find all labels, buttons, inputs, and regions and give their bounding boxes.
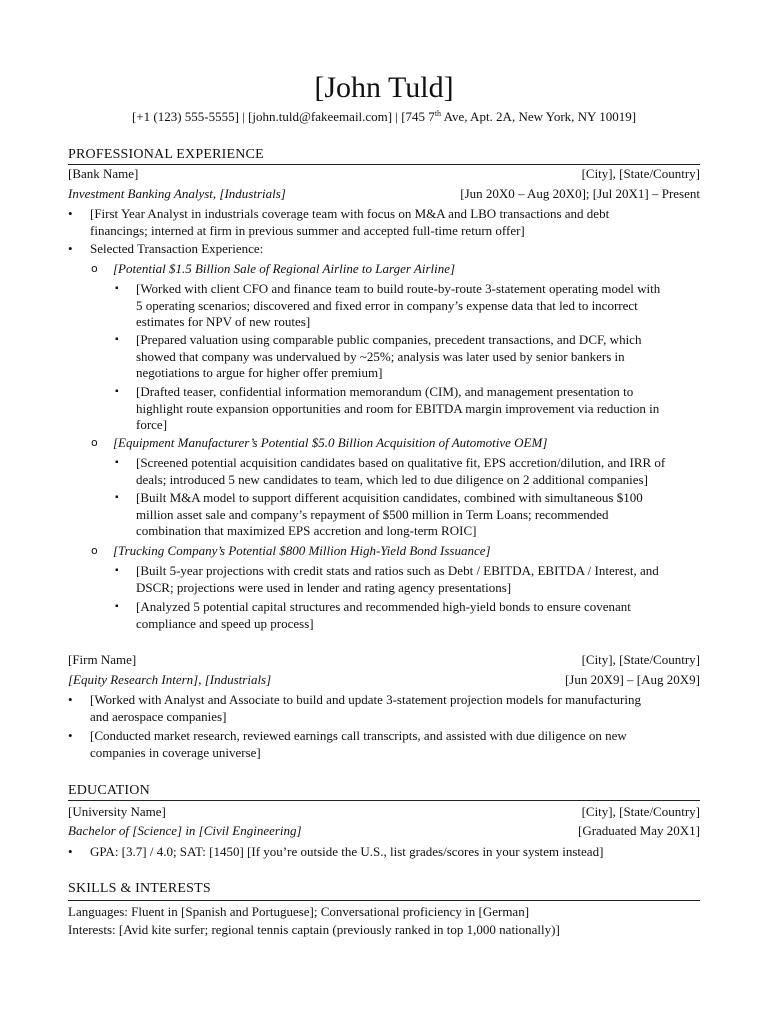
- job2-company: [Firm Name]: [68, 652, 137, 667]
- point-line: force]: [136, 417, 168, 432]
- point-line: compliance and speed up process]: [136, 615, 314, 631]
- job2-bullet-1: [90, 692, 690, 725]
- point-line: negotiations to argue for higher offer premium]: [136, 365, 383, 380]
- job2-header: [68, 652, 700, 669]
- bullet-line: and aerospace companies]: [90, 708, 227, 724]
- deal3-point-1: [136, 563, 700, 596]
- point-line: showed that company was undervalued by ~25%; analysis was later used by senior bankers in: [136, 348, 625, 364]
- job1-bullet-2: [90, 241, 690, 258]
- point-line: [Worked with client CFO and finance team to build route-by-route 3-statement operating model with: [136, 281, 661, 296]
- deal3-point-2: [136, 599, 700, 632]
- bullet-square-icon: ▪: [115, 334, 119, 345]
- deal-title-line: [Trucking Company’s Potential $800 Million High-Yield Bond Issuance]: [113, 543, 491, 558]
- bullet-line: [Worked with Analyst and Associate to build and update 3-statement projection models for manufacturing: [90, 692, 641, 707]
- education-heading: EDUCATION: [68, 783, 150, 798]
- bullet-line: financings; interned at firm in previous summer and accepted full-time return offer]: [90, 222, 525, 238]
- bullet-circle-icon: o: [91, 544, 98, 557]
- school-name: [University Name]: [68, 804, 166, 819]
- point-line: combination that maximized EPS accretion and long-term ROIC]: [136, 523, 477, 538]
- job1-dates: [Jun 20X0 – Aug 20X0]; [Jul 20X1] – Present: [460, 186, 700, 201]
- bullet-line: Selected Transaction Experience:: [90, 241, 264, 256]
- education-divider: [68, 800, 700, 801]
- deal-title-line: [Equipment Manufacturer’s Potential $5.0 Billion Acquisition of Automotive OEM]: [113, 435, 548, 450]
- bullet-dot-icon: •: [68, 692, 73, 707]
- deal1-title: [113, 261, 703, 278]
- education-bullet: [90, 844, 690, 861]
- candidate-name: [John Tuld]: [314, 71, 454, 104]
- job2-subheader: [68, 672, 700, 689]
- job2-bullet-2: [90, 728, 690, 761]
- point-line: [Built M&A model to support different acquisition candidates, combined with simultaneous $100: [136, 490, 643, 505]
- contact-superscript: th: [434, 109, 442, 118]
- job1-header: [68, 166, 700, 183]
- bullet-square-icon: ▪: [115, 457, 119, 468]
- school-location: [City], [State/Country]: [581, 804, 700, 819]
- languages-line: Languages: Fluent in [Spanish and Portuguese]; Conversational proficiency in [German]: [68, 904, 530, 919]
- point-line: deals; introduced 5 new candidates to team, which led to due diligence on 2 additional companies]: [136, 471, 648, 487]
- point-line: [Screened potential acquisition candidates based on qualitative fit, EPS accretion/dilution, and IRR of: [136, 455, 666, 470]
- bullet-dot-icon: •: [68, 206, 73, 221]
- contact-text-1: [+1 (123) 555-5555] | [john.tuld@fakeemail.com] | [745 7: [131, 109, 435, 124]
- bullet-dot-icon: •: [68, 728, 73, 743]
- degree: Bachelor of [Science] in [Civil Engineering]: [68, 823, 302, 838]
- deal1-point-2: [136, 332, 700, 382]
- job2-location: [City], [State/Country]: [581, 652, 700, 667]
- bullet-line: companies in coverage universe]: [90, 744, 261, 760]
- education-header: [68, 804, 700, 821]
- point-line: DSCR; projections were used in lender and rating agency presentations]: [136, 579, 512, 595]
- graduation-date: [Graduated May 20X1]: [577, 823, 700, 838]
- interests-line: Interests: [Avid kite surfer; regional tennis captain (previously ranked in top 1,000 nationally)]: [68, 922, 560, 937]
- experience-heading: PROFESSIONAL EXPERIENCE: [68, 147, 264, 162]
- job1-title: Investment Banking Analyst, [Industrials]: [68, 186, 286, 201]
- bullet-square-icon: ▪: [115, 601, 119, 612]
- deal2-point-1: [136, 455, 700, 488]
- bullet-dot-icon: •: [68, 844, 73, 859]
- contact-text-2: Ave, Apt. 2A, New York, NY 10019]: [441, 109, 637, 124]
- bullet-dot-icon: •: [68, 241, 73, 256]
- education-subheader: [68, 823, 700, 840]
- job1-company: [Bank Name]: [68, 166, 139, 181]
- point-line: [Drafted teaser, confidential information memorandum (CIM), and management presentation to: [136, 384, 634, 399]
- point-line: highlight route expansion opportunities and room for EBITDA margin improvement via reduction in: [136, 400, 660, 416]
- gpa-line: GPA: [3.7] / 4.0; SAT: [1450] [If you’re outside the U.S., list grades/scores in your system instead]: [90, 844, 604, 859]
- bullet-square-icon: ▪: [115, 492, 119, 503]
- point-line: [Prepared valuation using comparable public companies, precedent transactions, and DCF, which: [136, 332, 642, 347]
- skills-heading: SKILLS & INTERESTS: [68, 881, 211, 896]
- bullet-square-icon: ▪: [115, 283, 119, 294]
- deal2-title: [113, 435, 703, 452]
- deal-title-line: [Potential $1.5 Billion Sale of Regional Airline to Larger Airline]: [113, 261, 456, 276]
- bullet-circle-icon: o: [91, 436, 98, 449]
- job2-dates: [Jun 20X9] – [Aug 20X9]: [564, 672, 700, 687]
- job1-bullet-1: [90, 206, 690, 239]
- job2-title: [Equity Research Intern], [Industrials]: [68, 672, 272, 687]
- bullet-square-icon: ▪: [115, 565, 119, 576]
- point-line: 5 operating scenarios; discovered and fixed error in company’s expense data that led to incorrect: [136, 297, 638, 313]
- contact-line: [0, 109, 768, 126]
- bullet-square-icon: ▪: [115, 386, 119, 397]
- deal1-point-1: [136, 281, 700, 331]
- bullet-line: [Conducted market research, reviewed earnings call transcripts, and assisted with due diligence on new: [90, 728, 627, 743]
- point-line: [Analyzed 5 potential capital structures and recommended high-yield bonds to ensure covenant: [136, 599, 631, 614]
- point-line: million asset sale and company’s repayment of $500 million in Term Loans; recommended: [136, 506, 609, 522]
- job1-subheader: [68, 186, 700, 203]
- experience-divider: [68, 164, 700, 165]
- bullet-line: [First Year Analyst in industrials coverage team with focus on M&A and LBO transactions and debt: [90, 206, 610, 221]
- deal2-point-2: [136, 490, 700, 540]
- skills-divider: [68, 900, 700, 901]
- point-line: [Built 5-year projections with credit stats and ratios such as Debt / EBITDA, EBITDA / Interest, and: [136, 563, 659, 578]
- bullet-circle-icon: o: [91, 262, 98, 275]
- deal3-title: [113, 543, 703, 560]
- job1-location: [City], [State/Country]: [581, 166, 700, 181]
- deal1-point-3: [136, 384, 700, 434]
- point-line: estimates for NPV of new routes]: [136, 314, 311, 329]
